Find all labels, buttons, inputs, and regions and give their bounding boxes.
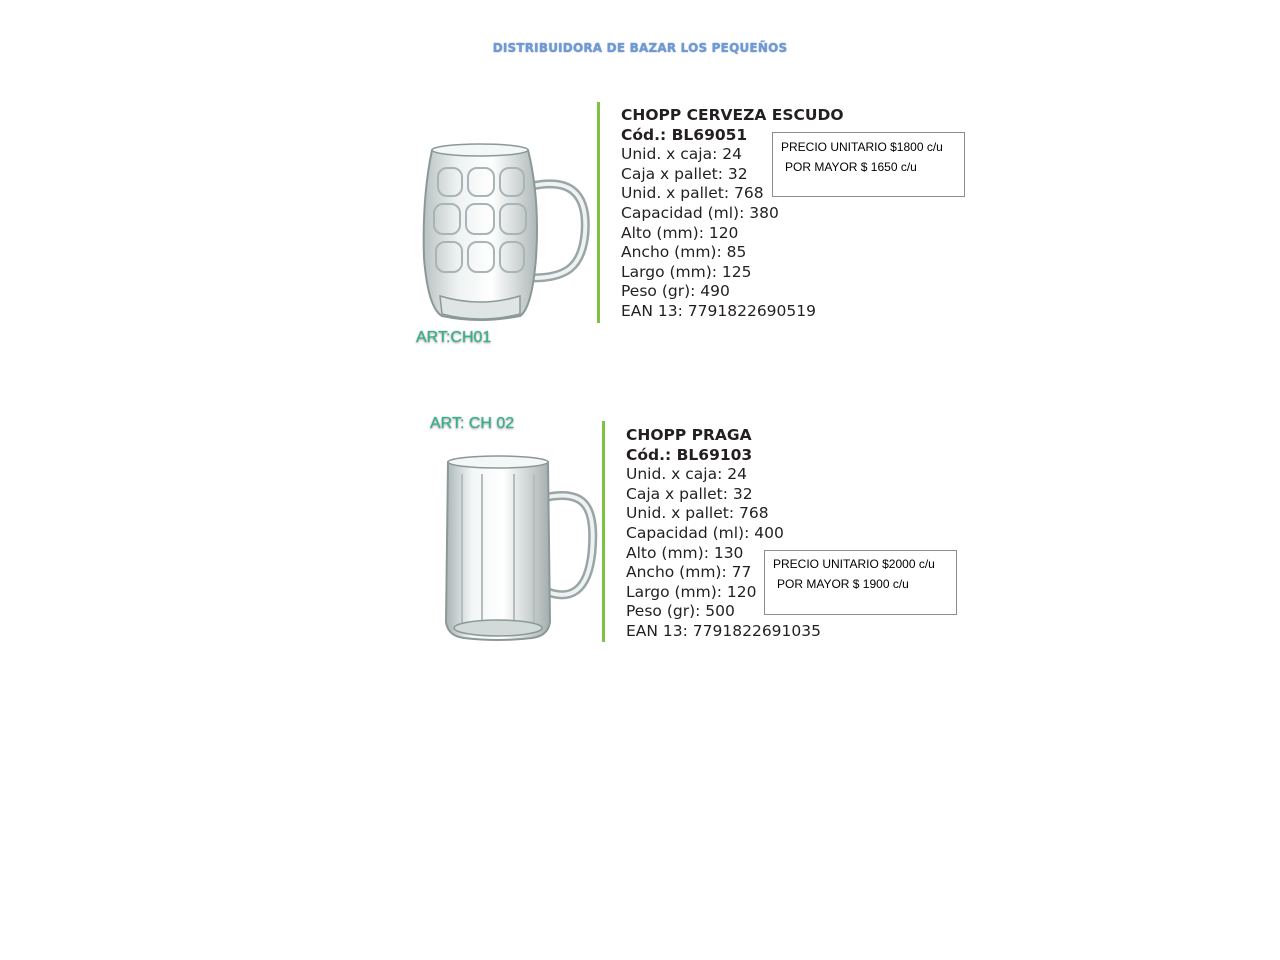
spec-ean: EAN 13: 7791822691035: [626, 621, 821, 640]
spec-unid-caja: Unid. x caja: 24: [626, 465, 747, 484]
product-name: CHOPP CERVEZA ESCUDO: [621, 106, 844, 124]
spec-alto: Alto (mm): 120: [621, 223, 739, 242]
spec-largo: Largo (mm): 120: [626, 582, 757, 601]
product-code: Cód.: BL69103: [626, 445, 753, 464]
article-label: ART: CH 02: [430, 415, 515, 432]
spec-capacidad: Capacidad (ml): 380: [621, 203, 779, 222]
price-box: [764, 550, 957, 615]
article-label: ART:CH01: [416, 329, 492, 346]
spec-ancho: Ancho (mm): 77: [626, 563, 752, 582]
spec-ancho: Ancho (mm): 85: [621, 243, 747, 262]
price-bulk: POR MAYOR $ 1650 c/u: [785, 160, 917, 174]
product-name: CHOPP PRAGA: [626, 426, 752, 444]
spec-unid-caja: Unid. x caja: 24: [621, 145, 742, 164]
spec-caja-pallet: Caja x pallet: 32: [626, 484, 753, 503]
spec-peso: Peso (gr): 500: [626, 602, 735, 621]
accent-divider: [602, 421, 605, 642]
price-unit: PRECIO UNITARIO $1800 c/u: [781, 140, 943, 154]
spec-peso: Peso (gr): 490: [621, 282, 730, 301]
spec-unid-pallet: Unid. x pallet: 768: [626, 504, 769, 523]
price-bulk: POR MAYOR $ 1900 c/u: [777, 577, 909, 591]
beer-mug-escudo-icon: [420, 138, 590, 323]
price-unit: PRECIO UNITARIO $2000 c/u: [773, 557, 935, 571]
product-code: Cód.: BL69051: [621, 125, 748, 144]
document-title: DISTRIBUIDORA DE BAZAR LOS PEQUEÑOS: [492, 41, 788, 55]
price-box: [772, 132, 965, 197]
spec-alto: Alto (mm): 130: [626, 543, 744, 562]
spec-capacidad: Capacidad (ml): 400: [626, 523, 784, 542]
spec-caja-pallet: Caja x pallet: 32: [621, 164, 748, 183]
spec-ean: EAN 13: 7791822690519: [621, 301, 816, 320]
spec-unid-pallet: Unid. x pallet: 768: [621, 184, 764, 203]
beer-mug-praga-icon: [440, 452, 600, 642]
accent-divider: [597, 102, 600, 323]
spec-largo: Largo (mm): 125: [621, 262, 752, 281]
